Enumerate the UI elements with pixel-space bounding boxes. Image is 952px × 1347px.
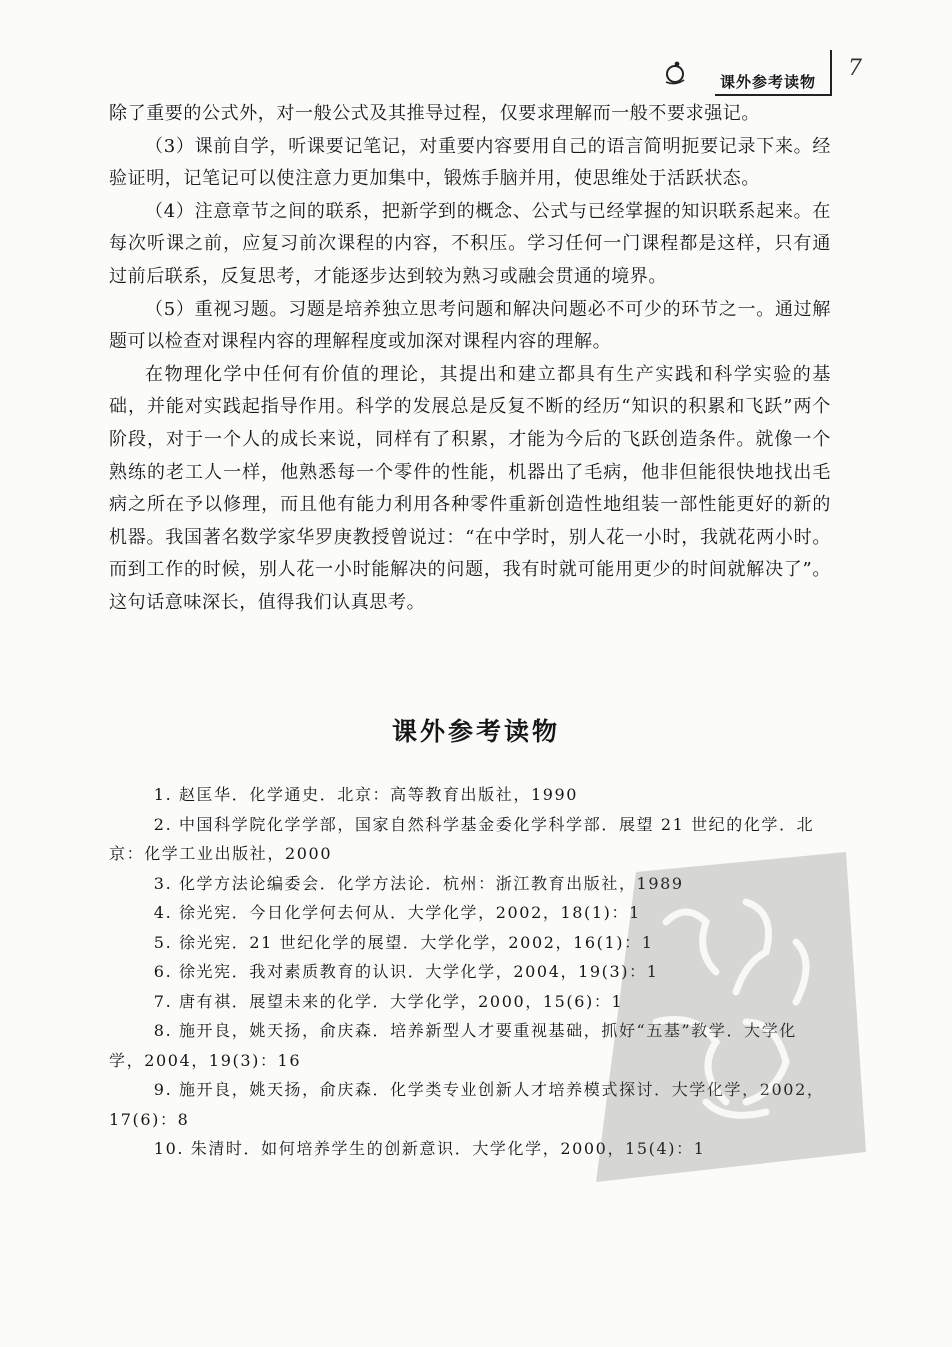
- paragraph-2: （3）课前自学，听课要记笔记，对重要内容要用自己的语言简明扼要记录下来。经验证明，记笔记可以使注意力更加集中，锻炼手脑并用，使思维处于活跃状态。: [109, 135, 831, 190]
- header-horizontal-rule: [715, 94, 832, 96]
- reference-item: 5. 徐光宪．21 世纪化学的展望．大学化学，2002，16(1)：1: [153, 932, 654, 952]
- body-text: [109, 98, 831, 620]
- running-header: [640, 38, 920, 98]
- reference-item: 8. 施开良，姚天扬，俞庆森．培养新型人才要重视基础，抓好“五基”教学．大学化学，2004，19(3)：16: [109, 1021, 797, 1070]
- watermark-stamp: [596, 852, 866, 1182]
- ornament-icon: [662, 60, 688, 86]
- running-title: 课外参考读物: [720, 73, 817, 91]
- paragraph-1: 除了重要的公式外，对一般公式及其推导过程，仅要求理解而一般不要求强记。: [109, 103, 760, 124]
- reference-item: 4. 徐光宪．今日化学何去何从．大学化学，2002，18(1)：1: [153, 903, 641, 922]
- reference-item: 1. 赵匡华．化学通史．北京：高等教育出版社，1990: [153, 785, 579, 804]
- reference-item: 9. 施开良，姚天扬，俞庆森．化学类专业创新人才培养模式探讨．大学化学，2002，17(6)：8: [109, 1080, 825, 1129]
- paragraph-3: （4）注意章节之间的联系，把新学到的概念、公式与已经掌握的知识联系起来。在每次听课之前，应复习前次课程的内容，不积压。学习任何一门课程都是这样，只有通过前后联系，反复思考，才能逐步达到较为熟习或融会贯通的境界。: [109, 200, 831, 287]
- reference-item: 3. 化学方法论编委会．化学方法论．杭州：浙江教育出版社，1989: [153, 873, 684, 893]
- paragraph-4: （5）重视习题。习题是培养独立思考问题和解决问题必不可少的环节之一。通过解题可以检查对课程内容的理解程度或加深对课程内容的理解。: [109, 298, 831, 353]
- reference-item: 6. 徐光宪．我对素质教育的认识．大学化学，2004，19(3)：1: [153, 962, 659, 981]
- section-title: 课外参考读物: [391, 717, 560, 746]
- reference-item: 10. 朱清时．如何培养学生的创新意识．大学化学，2000，15(4)：1: [153, 1139, 706, 1158]
- page-number: 7: [848, 56, 862, 81]
- reference-item: 2. 中国科学院化学学部，国家自然科学基金委化学科学部．展望 21 世纪的化学．北京：化学工业出版社，2000: [109, 814, 815, 863]
- paragraph-5: 在物理化学中任何有价值的理论，其提出和建立都具有生产实践和科学实验的基础，并能对实践起指导作用。科学的发展总是反复不断的经历“知识的积累和飞跃”两个阶段，对于一个人的成长来说，同样有了积累，才能为今后的飞跃创造条件。就像一个熟练的老工人一样，他熟悉每一个零件的性能，机器出了毛病，他非但能很快地找出毛病之所在予以修理，而且他有能力利用各种零件重新创造性地组装一部性能更好的新的机器。我国著名数学家华罗庚教授曾说过：“在中学时，别人花一小时，我就花两小时。而到工作的时候，别人花一小时能解决的问题，我有时就可能用更少的时间就解决了”。这句话意味深长，值得我们认真思考。: [109, 363, 831, 613]
- header-vertical-rule: [830, 50, 832, 96]
- reference-item: 7. 唐有祺．展望未来的化学．大学化学，2000，15(6)：1: [153, 991, 624, 1011]
